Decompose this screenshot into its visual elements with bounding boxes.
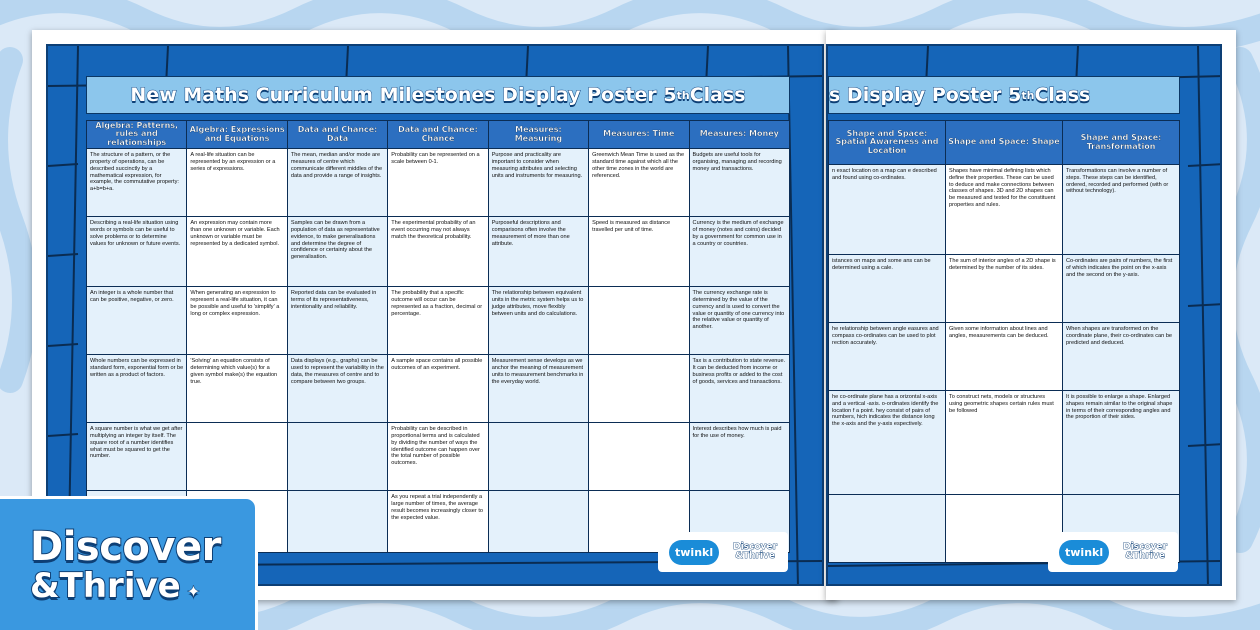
twinkl-logo-right: twinkl: [1059, 540, 1109, 565]
table-cell: A sample space contains all possible outcomes of an experiment.: [388, 355, 488, 423]
table-cell: When shapes are transformed on the coordinate plane, their co-ordinates can be predicted and deduced.: [1063, 323, 1180, 391]
left-poster-title: [86, 76, 790, 114]
discover-thrive-logo: [0, 496, 258, 630]
table-cell: Probability can be represented on a scale between 0-1.: [388, 149, 488, 217]
table-cell: Currency is the medium of exchange of money (notes and coins) decided by a government for common use in a country or countries.: [689, 217, 789, 287]
left-poster-logos: [658, 532, 788, 572]
table-cell: Purposeful descriptions and comparisons often involve the measurement of more than one attribute.: [488, 217, 588, 287]
right-title-tail: Class: [1034, 84, 1091, 106]
right-poster-board: [826, 44, 1222, 586]
right-poster-title: [828, 76, 1180, 114]
column-header: Measures: Time: [589, 121, 689, 149]
column-header: Data and Chance: Chance: [388, 121, 488, 149]
table-cell: Shapes have minimal defining lists which define their properties. These can be used to deduce and make connections between classes of shapes. 3D and 2D shapes can be measured and tested for the constituent properties and rules.: [946, 165, 1063, 255]
table-row: [87, 423, 790, 491]
table-cell: [287, 423, 387, 491]
mini-logo-right-line2: &Thrive: [1125, 551, 1165, 561]
table-cell: An integer is a whole number that can be positive, negative, or zero.: [87, 287, 187, 355]
right-poster-logos: [1048, 532, 1178, 572]
sparkle-icon: ✦: [186, 581, 201, 601]
table-row: [829, 323, 1180, 391]
table-cell: Tax is a contribution to state revenue. It can be deducted from income or business profits or added to the cost of goods, services and transactions.: [689, 355, 789, 423]
table-cell: The mean, median and/or mode are measures of centre which communicate different middles of the data and provide a range of insights.: [287, 149, 387, 217]
column-header: Shape and Space: Spatial Awareness and Location: [829, 121, 946, 165]
column-header: Measures: Money: [689, 121, 789, 149]
table-cell: 'Solving' an equation consists of determining which value(s) for a given symbol make(s) the equation true.: [187, 355, 287, 423]
mini-logo-right-line1: Discover: [1123, 542, 1167, 553]
left-table-body: [87, 149, 790, 553]
mini-logo-line1: Discover: [733, 542, 777, 553]
twinkl-logo: twinkl: [669, 540, 719, 565]
table-cell: As you repeat a trial independently a large number of times, the average result becomes increasingly closer to the expected value.: [388, 491, 488, 553]
table-cell: Transformations can involve a number of steps. These steps can be identified, ordered, recorded and performed (with or without technology).: [1063, 165, 1180, 255]
table-row: [87, 287, 790, 355]
right-table-body: [829, 165, 1180, 563]
column-header: Shape and Space: Transformation: [1063, 121, 1180, 165]
table-row: [87, 149, 790, 217]
table-cell: [488, 491, 588, 553]
discover-thrive-mini-logo-right: [1123, 543, 1167, 560]
table-cell: he co-ordinate plane has a orizontal x-axis and a vertical -axis. o-ordinates identify the location f a point. hey consist of pairs of numbers, hich indicates the distance long the x-axis and the y-axis espectively.: [829, 391, 946, 495]
table-cell: istances on maps and some ans can be determined using a cale.: [829, 255, 946, 323]
table-cell: Speed is measured as distance travelled per unit of time.: [589, 217, 689, 287]
right-poster: [826, 30, 1236, 600]
table-row: [87, 217, 790, 287]
left-table-header-row: [87, 121, 790, 149]
table-cell: Greenwich Mean Time is used as the standard time against which all the other time zones in the world are referenced.: [589, 149, 689, 217]
table-cell: Reported data can be evaluated in terms of its representativeness, intentionality and reliability.: [287, 287, 387, 355]
right-table-header-row: [829, 121, 1180, 165]
column-header: Shape and Space: Shape: [946, 121, 1063, 165]
table-cell: Co-ordinates are pairs of numbers, the first of which indicates the point on the x-axis and the second on the y-axis.: [1063, 255, 1180, 323]
table-cell: [946, 495, 1063, 563]
table-cell: An expression may contain more than one unknown or variable. Each unknown or variable must be represented by a dedicated symbol.: [187, 217, 287, 287]
left-milestones-table: [86, 120, 790, 553]
logo-thrive-text: &Thrive: [30, 565, 181, 606]
left-title-text: New Maths Curriculum Milestones Display Poster 5: [130, 84, 677, 106]
right-title-text: s Display Poster 5: [829, 84, 1022, 106]
table-cell: [488, 423, 588, 491]
table-cell: A real-life situation can be represented by an expression or a series of expressions.: [187, 149, 287, 217]
table-cell: Measurement sense develops as we anchor the meaning of measurement units to measurement benchmarks in the everyday world.: [488, 355, 588, 423]
table-cell: [187, 423, 287, 491]
left-title-tail: Class: [689, 84, 746, 106]
table-cell: [589, 287, 689, 355]
table-cell: Whole numbers can be expressed in standard form, exponential form or be written as a product of factors.: [87, 355, 187, 423]
right-title-sup: th: [1021, 88, 1035, 102]
table-row: [829, 391, 1180, 495]
table-cell: The structure of a pattern, or the property of operations, can be described succinctly by a mathematical expression, for example, the commutative property: a+b=b+a.: [87, 149, 187, 217]
table-cell: [589, 423, 689, 491]
column-header: Algebra: Expressions and Equations: [187, 121, 287, 149]
table-cell: [829, 495, 946, 563]
table-cell: It is possible to enlarge a shape. Enlarged shapes remain similar to the original shape in terms of their corresponding angles and the proportion of their sides.: [1063, 391, 1180, 495]
table-cell: The probability that a specific outcome will occur can be represented as a fraction, decimal or percentage.: [388, 287, 488, 355]
table-cell: The sum of interior angles of a 2D shape is determined by the number of its sides.: [946, 255, 1063, 323]
table-cell: [589, 355, 689, 423]
table-row: [829, 165, 1180, 255]
table-cell: The experimental probability of an event occurring may not always match the theoretical probability.: [388, 217, 488, 287]
table-row: [829, 255, 1180, 323]
table-cell: Purpose and practicality are important to consider when measuring attributes and selecting units and instruments for measuring.: [488, 149, 588, 217]
table-row: [87, 355, 790, 423]
logo-line-discover: Discover: [30, 523, 221, 570]
table-cell: The currency exchange rate is determined by the value of the currency and is used to convert the value or quantity of one currency into the relative value or quantity of another.: [689, 287, 789, 355]
table-cell: Given some information about lines and angles, measurements can be deduced.: [946, 323, 1063, 391]
column-header: Measures: Measuring: [488, 121, 588, 149]
table-cell: Probability can be described in proportional terms and is calculated by dividing the number of ways the identified outcome can happen over the total number of possible outcomes.: [388, 423, 488, 491]
table-cell: To construct nets, models or structures using geometric shapes certain rules must be followed: [946, 391, 1063, 495]
table-cell: Samples can be drawn from a population of data as representative evidence, to make generalisations and determine the degree of confidence or certainty about the generalisation.: [287, 217, 387, 287]
table-cell: Budgets are useful tools for organising, managing and recording money and transactions.: [689, 149, 789, 217]
discover-thrive-mini-logo: [733, 543, 777, 560]
table-cell: n exact location on a map can e described and found using co-ordinates.: [829, 165, 946, 255]
left-title-sup: th: [676, 88, 690, 102]
table-cell: The relationship between equivalent units in the metric system helps us to judge attributes, move flexibly between units and do calculations.: [488, 287, 588, 355]
column-header: Algebra: Patterns, rules and relationships: [87, 121, 187, 149]
table-cell: Interest describes how much is paid for the use of money.: [689, 423, 789, 491]
column-header: Data and Chance: Data: [287, 121, 387, 149]
table-cell: Data displays (e.g., graphs) can be used to represent the variability in the data, the measures of centre and to compare between two groups.: [287, 355, 387, 423]
table-cell: Describing a real-life situation using words or symbols can be useful to solve problems or to determine values for unknown or future events.: [87, 217, 187, 287]
right-milestones-table: [828, 120, 1180, 563]
table-cell: When generating an expression to represent a real-life situation, it can be possible and useful to 'simplify' a long or complex expression.: [187, 287, 287, 355]
table-cell: [287, 491, 387, 553]
table-cell: A square number is what we get after multiplying an integer by itself. The square root of a number identifies what must be squared to get the number.: [87, 423, 187, 491]
table-cell: he relationship between angle easures and compass co-ordinates can be used to plot rection accurately.: [829, 323, 946, 391]
mini-logo-line2: &Thrive: [735, 551, 775, 561]
logo-line-thrive: [30, 565, 255, 606]
